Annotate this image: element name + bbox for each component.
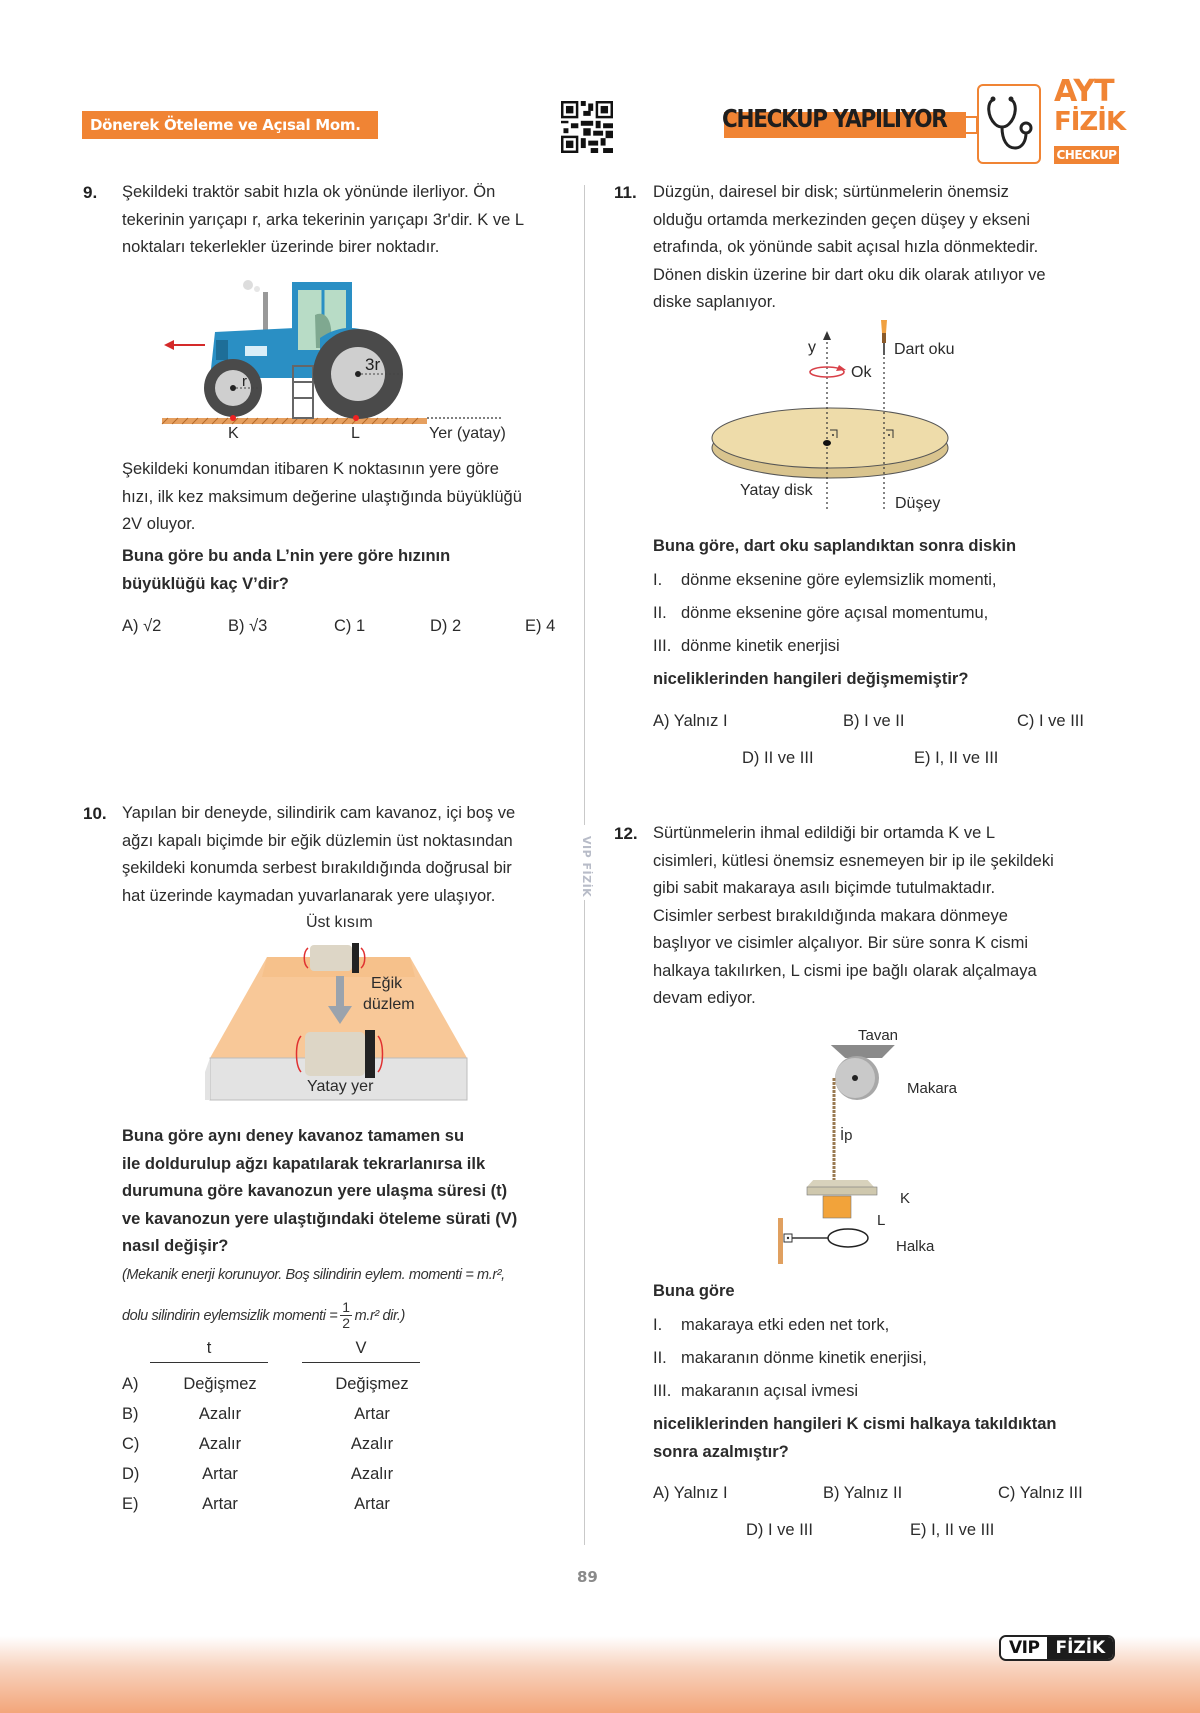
statement-text: dönme eksenine göre açısal momentumu, [681,604,989,622]
option-d[interactable] [430,617,461,636]
option-v-value: Artar [354,1495,390,1513]
fraction [340,1300,351,1331]
question-11-text [653,179,1123,317]
option-value: 4 [546,617,556,635]
ground-label: Yer (yatay) [429,425,506,442]
tractor-figure [150,270,520,430]
option-letter: C) [1017,712,1035,730]
option-value: Yalnız I [673,712,728,730]
text-line: Cisimler serbest bırakıldığında makara dönmeye [653,906,1008,925]
option-value: I ve III [768,1521,813,1539]
text-line: ve kavanozun yere ulaştığındaki öteleme sürati (V) [122,1209,518,1228]
option-value: I ve II [864,712,905,730]
statement-2 [653,1342,1123,1375]
question-10-prompt [122,1123,582,1261]
option-e[interactable] [122,1489,442,1519]
option-letter: A) [653,712,670,730]
fraction-numerator: 1 [342,1299,350,1315]
text-line: Dönen diskin üzerine bir dart oku dik olarak atılıyor ve [653,265,1046,284]
option-t-value: Azalır [198,1405,242,1423]
question-9-text2 [122,456,582,539]
topic-banner: Dönerek Öteleme ve Açısal Mom. [82,111,378,139]
statement-number: III. [653,1382,672,1400]
option-letter: D) [746,1521,764,1539]
checkup-title: CHECKUP YAPILIYOR [722,104,947,133]
text-line: 2V oluyor. [122,515,196,533]
fraction-denominator: 2 [342,1315,350,1331]
text-line: Şekildeki traktör sabit hızla ok yönünde ilerliyor. Ön [122,183,496,201]
text-line: şekildeki konumda serbest bırakıldığında doğrusal bir [122,859,512,877]
option-letter: D) [430,617,448,635]
question-11-prompt: Buna göre, dart oku saplandıktan sonra diskin [653,537,1017,555]
statement-text: dönme kinetik enerjisi [681,637,840,655]
incline-label-2: düzlem [363,996,415,1013]
text-line: olduğu ortamda merkezinden geçen düşey y ekseni [653,210,1030,229]
dart-label: Dart oku [894,341,955,358]
option-t-value: Artar [202,1495,238,1513]
text-line: Yapılan bir deneyde, silindirik cam kavanoz, içi boş ve [122,804,516,822]
question-10-number: 10. [83,804,107,823]
pulley-label: Makara [907,1080,958,1097]
arrow-label: Ok [851,364,872,381]
statement-text: makaranın açısal ivmesi [681,1382,858,1400]
page-number: 89 [577,1568,598,1586]
statement-2 [653,597,1123,630]
question-12-number: 12. [614,824,638,843]
disk-label: Yatay disk [740,482,813,499]
option-letter: B) [122,1405,139,1423]
text-line: Buna göre bu anda L’nin yere göre hızının [122,547,451,565]
option-value: 2 [452,617,462,635]
option-value: I ve III [1039,712,1084,730]
option-b[interactable] [843,712,904,731]
text-line: cisimleri, kütlesi önemsiz esnemeyen bir ip ile şekildeki [653,851,1054,870]
option-value: Yalnız III [1019,1484,1083,1502]
ring-label: Halka [896,1238,935,1255]
table-header-rule-v [302,1362,420,1363]
option-d[interactable] [122,1459,442,1489]
option-letter: E) [914,749,931,767]
option-value: I, II ve III [935,749,999,767]
logo-checkup-tag: CHECKUP [1054,146,1119,164]
question-11-items [653,564,1123,663]
option-c[interactable] [122,1429,442,1459]
rotation-arrow-icon [810,365,846,377]
side-label: VIP FİZİK [580,836,593,898]
text-line: diske saplanıyor. [653,293,776,311]
vertical-label: Düşey [895,495,941,512]
option-letter: B) [843,712,860,730]
question-10-text [122,800,582,910]
option-e[interactable] [910,1521,994,1540]
text-line: Sürtünmelerin ihmal edildiği bir ortamda K ve L [653,824,996,842]
statement-number: I. [653,1316,663,1334]
option-c[interactable] [334,617,365,636]
option-value: II ve III [764,749,814,767]
option-v-value: Değişmez [335,1375,409,1393]
table-header-v: V [355,1339,367,1357]
option-a[interactable] [653,712,728,731]
question-9-number: 9. [83,183,98,202]
option-b[interactable] [823,1484,902,1503]
text-line: halkaya takılırken, L cismi ipe bağlı olarak alçalmaya [653,961,1037,980]
option-d[interactable] [742,749,814,768]
badge-right: FİZİK [1047,1637,1113,1659]
k-label: K [900,1190,911,1207]
direction-arrow-icon [164,340,205,350]
question-12-question-end [653,1411,1123,1466]
option-value: Yalnız II [843,1484,903,1502]
option-v-value: Artar [354,1405,390,1423]
option-letter: A) [653,1484,670,1502]
question-12-items [653,1309,1123,1408]
option-letter: C) [998,1484,1016,1502]
dart-icon [881,320,887,355]
axis-y-label: y [808,339,816,356]
text-line: noktaları tekerlekler üzerinde birer noktadır. [122,238,440,256]
option-e[interactable] [525,617,555,636]
option-c[interactable] [998,1484,1083,1503]
table-header-t: t [206,1339,212,1357]
option-letter: D) [742,749,760,767]
statement-text: dönme eksenine göre eylemsizlik momenti, [681,571,997,589]
statement-1 [653,564,1123,597]
statement-number: II. [653,1349,667,1367]
text-line: ile doldurulup ağzı kapatılarak tekrarlanırsa ilk [122,1154,486,1173]
stethoscope-frame [977,84,1041,164]
option-d[interactable] [746,1521,813,1540]
text-line: niceliklerinden hangileri K cismi halkaya takıldıktan [653,1415,1057,1433]
question-11-number: 11. [614,183,637,202]
text-line: nasıl değişir? [122,1237,229,1255]
front-radius-label: r [242,373,247,390]
question-11-question-end: niceliklerinden hangileri değişmemiştir? [653,670,969,688]
text-line: Şekildeki konumdan itibaren K noktasının yere göre [122,460,499,478]
top-label: Üst kısım [306,914,373,931]
statement-text: makaranın dönme kinetik enerjisi, [681,1349,927,1367]
option-letter: E) [122,1495,139,1513]
text-line: etrafında, ok yönünde sabit açısal hızla dönmektedir. [653,238,1039,256]
text-line: sonra azalmıştır? [653,1442,789,1461]
rope-label: İp [840,1127,853,1144]
question-9-prompt [122,543,582,598]
option-b[interactable] [228,617,267,636]
question-12-text [653,820,1123,1013]
option-t-value: Azalır [198,1435,242,1453]
text-line: devam ediyor. [653,989,756,1007]
option-letter: C) [334,617,352,635]
text-line: durumuna göre kavanozun yere ulaşma süresi (t) [122,1182,508,1200]
note-text: m.r² dir.) [354,1307,405,1324]
option-value: I, II ve III [931,1521,995,1539]
option-e[interactable] [914,749,998,768]
option-letter: E) [525,617,542,635]
floor-label: Yatay yer [307,1078,374,1095]
option-value: Yalnız I [673,1484,728,1502]
stethoscope-icon [979,86,1039,162]
option-letter: A) [122,1375,139,1393]
qr-code-icon[interactable] [561,101,613,153]
statement-1 [653,1309,1123,1342]
option-letter: B) [228,617,245,635]
option-b[interactable] [122,1399,442,1429]
question-10-note-1: (Mekanik enerji korunuyor. Boş silindirin eylem. momenti = m.r², [122,1267,505,1283]
question-10-note-2 [122,1300,405,1331]
option-a[interactable] [122,617,161,636]
option-a[interactable] [653,1484,728,1503]
option-value: √2 [143,617,162,635]
text-line: Düzgün, dairesel bir disk; sürtünmelerin önemsiz [653,183,1009,201]
note-text: dolu silindirin eylemsizlik momenti = [122,1307,338,1324]
badge-left: VIP [1001,1637,1047,1659]
vip-fizik-badge [999,1635,1115,1661]
option-letter: A) [122,617,139,635]
option-value: 1 [356,617,366,635]
column-divider-top [584,185,585,825]
logo-ayt: AYT [1054,74,1114,109]
option-v-value: Azalır [350,1435,394,1453]
statement-text: makaraya etki eden net tork, [681,1316,890,1334]
option-t-value: Artar [202,1465,238,1483]
column-divider-bottom [584,900,585,1545]
text-line: ağzı kapalı biçimde bir eğik düzlemin üst noktasından [122,831,513,850]
text-line: Buna göre aynı deney kavanoz tamamen su [122,1127,465,1145]
option-letter: B) [823,1484,840,1502]
text-line: büyüklüğü kaç V’dir? [122,574,289,593]
text-line: gibi sabit makaraya asılı biçimde tutulmaktadır. [653,879,996,897]
logo-fizik: FİZİK [1054,107,1126,137]
option-letter: C) [122,1435,140,1453]
l-label: L [877,1212,886,1229]
statement-number: II. [653,604,667,622]
option-t-value: Değişmez [183,1375,257,1393]
statement-number: III. [653,637,672,655]
option-c[interactable] [1017,712,1084,731]
option-value: √3 [249,617,268,635]
text-line: hat üzerinde kaymadan yuvarlanarak yere ulaşıyor. [122,886,496,905]
option-letter: D) [122,1465,140,1483]
incline-label-1: Eğik [371,975,403,992]
statement-3 [653,630,1123,663]
option-letter: E) [910,1521,927,1539]
option-a[interactable] [122,1369,442,1399]
text-line: hızı, ilk kez maksimum değerine ulaştığında büyüklüğü [122,487,522,506]
point-k-label: K [228,425,239,442]
text-line: başlıyor ve cisimler alçalıyor. Bir süre sonra K cismi [653,934,1029,952]
option-v-value: Azalır [350,1465,394,1483]
point-l-label: L [351,425,360,442]
question-12-prompt: Buna göre [653,1282,735,1300]
table-header-rule-t [150,1362,268,1363]
statement-number: I. [653,571,663,589]
text-line: tekerinin yarıçapı r, arka tekerinin yarıçapı 3r'dir. K ve L [122,210,525,229]
ceiling-label: Tavan [858,1027,899,1044]
question-9-text [122,179,582,262]
statement-3 [653,1375,1123,1408]
rear-radius-label: 3r [365,355,381,374]
